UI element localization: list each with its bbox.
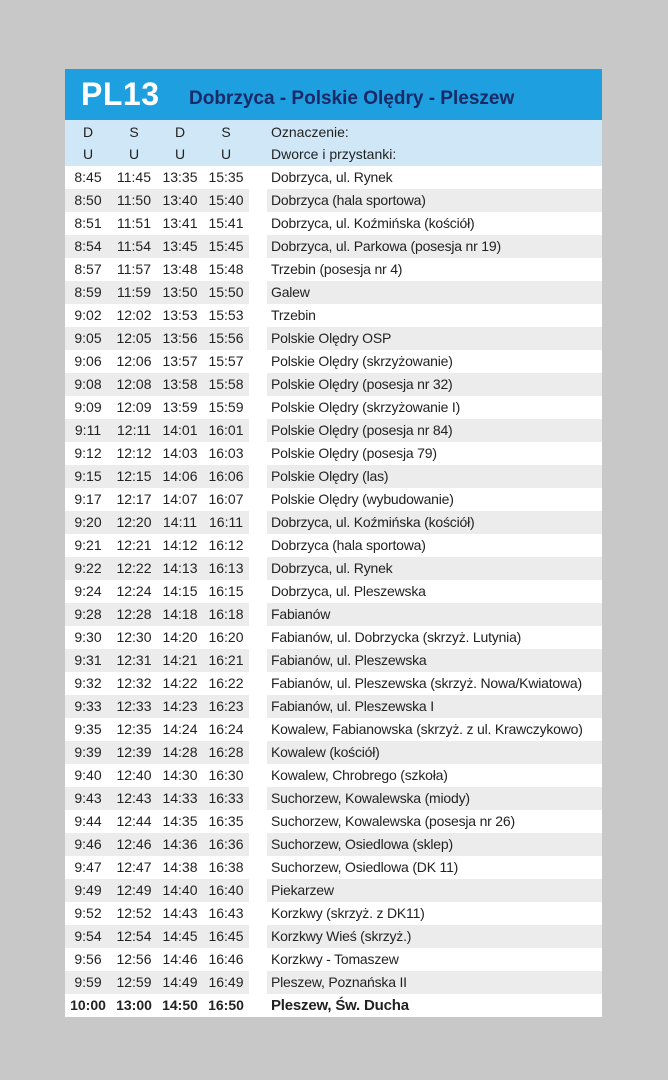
departure-time: 9:43	[65, 787, 111, 810]
departure-time: 14:50	[162, 997, 198, 1013]
departure-time: 9:33	[65, 695, 111, 718]
table-row	[65, 764, 602, 787]
stop-name: Polskie Olędry OSP	[267, 327, 602, 350]
departure-time: 9:12	[74, 445, 102, 461]
departure-time: 14:11	[157, 511, 203, 534]
departure-time: 13:40	[157, 189, 203, 212]
departure-time: 12:24	[116, 583, 152, 599]
departure-time: 9:05	[65, 327, 111, 350]
departure-time: 12:09	[116, 399, 152, 415]
column-3-top: D	[174, 124, 186, 140]
departure-time: 9:49	[65, 879, 111, 902]
table-row	[65, 419, 602, 442]
column-1-bottom: U	[82, 146, 94, 162]
departure-time: 16:20	[208, 629, 244, 645]
departure-time: 12:06	[116, 353, 152, 369]
departure-time: 16:36	[203, 833, 249, 856]
table-row	[65, 626, 602, 649]
departure-time: 9:11	[65, 419, 111, 442]
table-row	[65, 189, 602, 212]
row-spacer	[249, 258, 267, 281]
departure-time: 15:41	[208, 215, 244, 231]
stop-name: Trzebin	[271, 307, 316, 323]
departure-time: 15:40	[203, 189, 249, 212]
row-spacer	[249, 580, 267, 603]
row-spacer	[249, 327, 267, 350]
stop-name: Fabianów, ul. Pleszewska I	[267, 695, 602, 718]
row-spacer	[249, 971, 267, 994]
row-spacer	[249, 925, 267, 948]
departure-time: 12:32	[116, 675, 152, 691]
departure-time: 14:45	[157, 925, 203, 948]
row-spacer	[249, 166, 267, 189]
departure-time: 13:58	[157, 373, 203, 396]
departure-time: 16:06	[203, 465, 249, 488]
departure-time: 16:23	[203, 695, 249, 718]
departure-time: 16:24	[208, 721, 244, 737]
departure-time: 9:20	[65, 511, 111, 534]
table-row	[65, 810, 602, 833]
table-row	[65, 971, 602, 994]
row-spacer	[249, 373, 267, 396]
row-spacer	[249, 235, 267, 258]
row-spacer	[249, 948, 267, 971]
departure-time: 16:13	[203, 557, 249, 580]
row-spacer	[249, 396, 267, 419]
departure-time: 9:47	[74, 859, 102, 875]
departure-time: 9:59	[65, 971, 111, 994]
departure-time: 12:35	[116, 721, 152, 737]
stops-label: Dworce i przystanki:	[271, 146, 397, 162]
row-spacer	[249, 810, 267, 833]
departure-time: 15:45	[203, 235, 249, 258]
departure-time: 12:56	[116, 951, 152, 967]
row-spacer	[249, 488, 267, 511]
departure-time: 9:32	[74, 675, 102, 691]
stop-name: Dobrzyca (hala sportowa)	[271, 537, 426, 553]
departure-time: 14:23	[157, 695, 203, 718]
departure-time: 16:30	[208, 767, 244, 783]
departure-time: 9:46	[65, 833, 111, 856]
departure-time: 14:06	[157, 465, 203, 488]
departure-time: 10:00	[70, 997, 106, 1013]
table-row	[65, 488, 602, 511]
table-row	[65, 534, 602, 557]
column-3-bottom: U	[174, 146, 186, 162]
departure-time: 11:45	[117, 169, 151, 185]
departure-time: 13:45	[157, 235, 203, 258]
departure-time: 13:48	[162, 261, 198, 277]
departure-time: 12:28	[111, 603, 157, 626]
departure-time: 16:49	[203, 971, 249, 994]
departure-time: 16:15	[208, 583, 244, 599]
departure-time: 12:31	[111, 649, 157, 672]
table-row	[65, 304, 602, 327]
departure-time: 13:57	[162, 353, 198, 369]
departure-time: 9:31	[65, 649, 111, 672]
departure-time: 15:35	[208, 169, 244, 185]
stop-name: Suchorzew, Osiedlowa (DK 11)	[271, 859, 459, 875]
departure-time: 13:35	[162, 169, 198, 185]
departure-time: 12:08	[111, 373, 157, 396]
departure-time: 16:01	[203, 419, 249, 442]
departure-time: 9:21	[74, 537, 102, 553]
row-spacer	[249, 603, 267, 626]
row-spacer	[249, 902, 267, 925]
stop-name: Polskie Olędry (wybudowanie)	[271, 491, 454, 507]
departure-time: 9:22	[65, 557, 111, 580]
departure-time: 15:57	[208, 353, 244, 369]
row-spacer	[249, 511, 267, 534]
table-row	[65, 672, 602, 695]
departure-time: 16:45	[203, 925, 249, 948]
departure-time: 9:06	[74, 353, 102, 369]
row-spacer	[249, 212, 267, 235]
table-row	[65, 649, 602, 672]
stop-name: Fabianów	[267, 603, 602, 626]
departure-time: 14:36	[157, 833, 203, 856]
departure-time: 13:56	[157, 327, 203, 350]
departure-time: 14:03	[162, 445, 198, 461]
departure-time: 12:22	[111, 557, 157, 580]
row-spacer	[249, 350, 267, 373]
row-spacer	[249, 557, 267, 580]
line-code: PL13	[81, 76, 160, 112]
row-spacer	[249, 833, 267, 856]
stop-name: Dobrzyca, ul. Rynek	[271, 169, 393, 185]
stop-name: Dobrzyca, ul. Pleszewska	[271, 583, 426, 599]
departure-time: 14:15	[162, 583, 198, 599]
stop-name: Fabianów, ul. Pleszewska	[267, 649, 602, 672]
row-spacer	[249, 649, 267, 672]
stop-name: Korzkwy (skrzyż. z DK11)	[271, 905, 425, 921]
departure-time: 9:44	[74, 813, 102, 829]
departure-time: 11:59	[111, 281, 157, 304]
table-row	[65, 442, 602, 465]
departure-time: 14:18	[157, 603, 203, 626]
departure-time: 13:53	[162, 307, 198, 323]
title-bar	[65, 69, 602, 120]
departure-time: 15:53	[208, 307, 244, 323]
table-row	[65, 879, 602, 902]
departure-time: 14:35	[162, 813, 198, 829]
departure-time: 14:38	[162, 859, 198, 875]
departure-time: 8:59	[65, 281, 111, 304]
departure-time: 12:02	[116, 307, 152, 323]
departure-time: 9:15	[65, 465, 111, 488]
row-spacer	[249, 626, 267, 649]
stop-name: Kowalew, Fabianowska (skrzyż. z ul. Krawczykowo)	[271, 721, 583, 737]
departure-time: 14:01	[157, 419, 203, 442]
departure-time: 16:03	[208, 445, 244, 461]
departure-time: 12:17	[116, 491, 152, 507]
departure-time: 14:33	[157, 787, 203, 810]
departure-time: 8:50	[65, 189, 111, 212]
departure-time: 9:54	[65, 925, 111, 948]
column-4-bottom: U	[220, 146, 232, 162]
stop-name: Polskie Olędry (posesja 79)	[271, 445, 437, 461]
row-spacer	[249, 879, 267, 902]
row-spacer	[249, 534, 267, 557]
departure-time: 9:24	[74, 583, 102, 599]
row-spacer	[249, 465, 267, 488]
table-row	[65, 580, 602, 603]
departure-time: 16:33	[203, 787, 249, 810]
departure-time: 14:46	[162, 951, 198, 967]
table-row	[65, 902, 602, 925]
departure-time: 15:48	[208, 261, 244, 277]
departure-time: 16:07	[208, 491, 244, 507]
row-spacer	[249, 419, 267, 442]
departure-time: 14:49	[157, 971, 203, 994]
departure-time: 12:54	[111, 925, 157, 948]
departure-time: 16:40	[203, 879, 249, 902]
departure-time: 9:35	[74, 721, 102, 737]
column-2-bottom: U	[128, 146, 140, 162]
departure-time: 11:54	[111, 235, 157, 258]
table-row	[65, 281, 602, 304]
departure-time: 16:22	[208, 675, 244, 691]
departure-time: 12:43	[111, 787, 157, 810]
departure-time: 12:11	[111, 419, 157, 442]
departure-time: 9:56	[74, 951, 102, 967]
table-row	[65, 557, 602, 580]
table-row	[65, 994, 602, 1017]
departure-time: 12:30	[116, 629, 152, 645]
table-row	[65, 603, 602, 626]
table-row	[65, 350, 602, 373]
departure-time: 14:12	[162, 537, 198, 553]
marking-label: Oznaczenie:	[271, 124, 349, 140]
departure-time: 14:07	[162, 491, 198, 507]
departure-time: 14:13	[157, 557, 203, 580]
departure-time: 14:30	[162, 767, 198, 783]
departure-time: 12:49	[111, 879, 157, 902]
departure-time: 9:28	[65, 603, 111, 626]
departure-time: 14:40	[157, 879, 203, 902]
departure-time: 14:24	[162, 721, 198, 737]
column-4-top: S	[221, 124, 231, 140]
stop-name: Dobrzyca, ul. Parkowa (posesja nr 19)	[267, 235, 602, 258]
stop-name: Fabianów, ul. Dobrzycka (skrzyż. Lutynia)	[271, 629, 522, 645]
stop-name: Polskie Olędry (posesja nr 84)	[267, 419, 602, 442]
departure-time: 12:05	[111, 327, 157, 350]
departure-time: 11:51	[117, 215, 151, 231]
departure-time: 11:50	[111, 189, 157, 212]
departure-time: 8:57	[74, 261, 102, 277]
stop-name: Kowalew, Chrobrego (szkoła)	[271, 767, 448, 783]
row-spacer	[249, 764, 267, 787]
departure-time: 12:47	[116, 859, 152, 875]
stop-name: Dobrzyca, ul. Koźmińska (kościół)	[267, 511, 602, 534]
departure-time: 15:58	[203, 373, 249, 396]
row-spacer	[249, 281, 267, 304]
departure-time: 12:59	[111, 971, 157, 994]
table-row	[65, 695, 602, 718]
departure-time: 16:18	[203, 603, 249, 626]
stop-name: Suchorzew, Kowalewska (miody)	[267, 787, 602, 810]
row-spacer	[249, 695, 267, 718]
stop-name: Dobrzyca, ul. Rynek	[267, 557, 602, 580]
departure-time: 16:11	[203, 511, 249, 534]
table-row	[65, 741, 602, 764]
row-spacer	[249, 189, 267, 212]
stop-name: Trzebin (posesja nr 4)	[271, 261, 403, 277]
timetable-body	[65, 166, 602, 1017]
timetable-card	[65, 69, 602, 1017]
departure-time: 12:39	[111, 741, 157, 764]
departure-time: 16:35	[208, 813, 244, 829]
departure-time: 12:21	[116, 537, 152, 553]
departure-time: 12:33	[111, 695, 157, 718]
stop-name: Dobrzyca (hala sportowa)	[267, 189, 602, 212]
stop-name: Pleszew, Św. Ducha	[271, 997, 409, 1014]
departure-time: 13:41	[162, 215, 198, 231]
table-row	[65, 787, 602, 810]
departure-time: 9:08	[65, 373, 111, 396]
departure-time: 9:30	[74, 629, 102, 645]
stop-name: Galew	[267, 281, 602, 304]
column-1-top: D	[82, 124, 94, 140]
departure-time: 12:40	[116, 767, 152, 783]
stop-name: Pleszew, Poznańska II	[267, 971, 602, 994]
stop-name: Fabianów, ul. Pleszewska (skrzyż. Nowa/Kwiatowa)	[271, 675, 582, 691]
departure-time: 8:45	[74, 169, 102, 185]
departure-time: 13:50	[157, 281, 203, 304]
table-row	[65, 925, 602, 948]
column-2-top: S	[129, 124, 139, 140]
departure-time: 15:50	[203, 281, 249, 304]
column-header	[65, 120, 602, 166]
table-row	[65, 166, 602, 189]
row-spacer	[249, 442, 267, 465]
table-row	[65, 327, 602, 350]
stop-name: Korzkwy Wieś (skrzyż.)	[267, 925, 602, 948]
route-title: Dobrzyca - Polskie Olędry - Pleszew	[189, 87, 515, 109]
row-spacer	[249, 741, 267, 764]
departure-time: 12:12	[116, 445, 152, 461]
table-row	[65, 856, 602, 879]
table-row	[65, 465, 602, 488]
stop-name: Korzkwy - Tomaszew	[271, 951, 399, 967]
departure-time: 12:46	[111, 833, 157, 856]
departure-time: 16:28	[203, 741, 249, 764]
stop-name: Dobrzyca, ul. Koźmińska (kościół)	[271, 215, 475, 231]
table-row	[65, 833, 602, 856]
stop-name: Polskie Olędry (las)	[267, 465, 602, 488]
departure-time: 15:56	[203, 327, 249, 350]
departure-time: 13:00	[116, 997, 152, 1013]
departure-time: 12:20	[111, 511, 157, 534]
departure-time: 12:15	[111, 465, 157, 488]
departure-time: 9:52	[74, 905, 102, 921]
table-row	[65, 511, 602, 534]
departure-time: 16:50	[208, 997, 244, 1013]
row-spacer	[249, 672, 267, 695]
row-spacer	[249, 994, 267, 1017]
table-row	[65, 258, 602, 281]
timetable	[65, 166, 602, 1017]
table-row	[65, 373, 602, 396]
departure-time: 16:46	[208, 951, 244, 967]
departure-time: 9:40	[74, 767, 102, 783]
departure-time: 9:17	[74, 491, 102, 507]
row-spacer	[249, 718, 267, 741]
departure-time: 12:44	[116, 813, 152, 829]
departure-time: 13:59	[162, 399, 198, 415]
stop-name: Suchorzew, Kowalewska (posesja nr 26)	[271, 813, 515, 829]
table-row	[65, 718, 602, 741]
departure-time: 9:02	[74, 307, 102, 323]
row-spacer	[249, 304, 267, 327]
row-spacer	[249, 856, 267, 879]
departure-time: 14:28	[157, 741, 203, 764]
stop-name: Polskie Olędry (posesja nr 32)	[267, 373, 602, 396]
departure-time: 14:20	[162, 629, 198, 645]
table-row	[65, 235, 602, 258]
departure-time: 14:21	[157, 649, 203, 672]
departure-time: 16:12	[208, 537, 244, 553]
table-row	[65, 948, 602, 971]
stop-name: Polskie Olędry (skrzyżowanie I)	[271, 399, 461, 415]
stop-name: Suchorzew, Osiedlowa (sklep)	[267, 833, 602, 856]
departure-time: 9:39	[65, 741, 111, 764]
stop-name: Kowalew (kościół)	[267, 741, 602, 764]
departure-time: 8:51	[74, 215, 102, 231]
table-row	[65, 396, 602, 419]
departure-time: 14:22	[162, 675, 198, 691]
departure-time: 15:59	[208, 399, 244, 415]
departure-time: 16:38	[208, 859, 244, 875]
departure-time: 14:43	[162, 905, 198, 921]
departure-time: 12:52	[116, 905, 152, 921]
departure-time: 16:43	[208, 905, 244, 921]
departure-time: 16:21	[203, 649, 249, 672]
table-row	[65, 212, 602, 235]
stop-name: Piekarzew	[267, 879, 602, 902]
departure-time: 9:09	[74, 399, 102, 415]
departure-time: 11:57	[117, 261, 151, 277]
row-spacer	[249, 787, 267, 810]
stop-name: Polskie Olędry (skrzyżowanie)	[271, 353, 453, 369]
departure-time: 8:54	[65, 235, 111, 258]
